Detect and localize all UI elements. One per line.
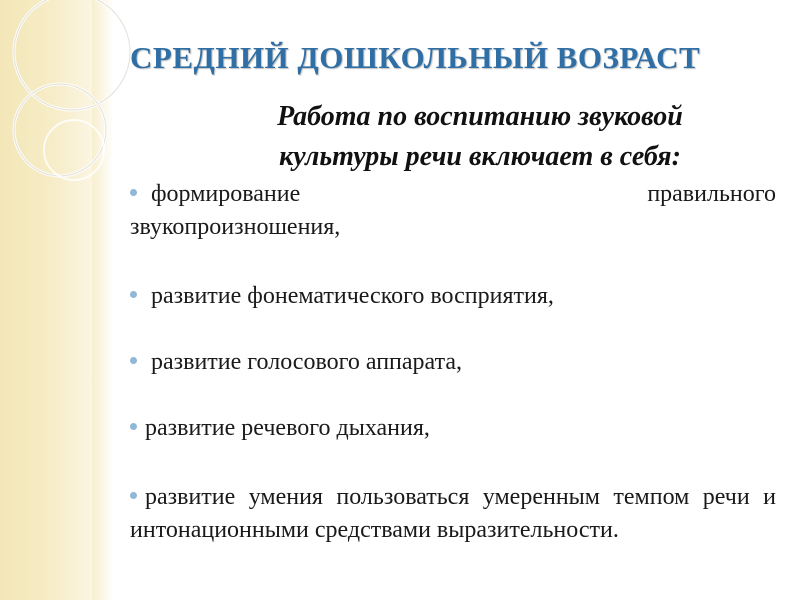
subtitle-line-1: Работа по воспитанию звуковой (277, 101, 683, 132)
list-item-first-line (130, 178, 776, 211)
bullet-list (130, 178, 776, 547)
list-item-word: формирование (151, 181, 301, 207)
list-item (130, 481, 776, 547)
bullet-icon (130, 189, 137, 196)
list-item (130, 280, 776, 313)
list-item-text: развитие фонематического восприятия, (151, 283, 554, 309)
list-item (130, 412, 776, 445)
slide-subtitle (180, 97, 780, 177)
bullet-icon (130, 357, 137, 364)
list-item-lead (130, 178, 300, 211)
list-item-text: развитие голосового аппарата, (151, 349, 463, 375)
list-item (130, 346, 776, 379)
slide-title: СРЕДНИЙ ДОШКОЛЬНЫЙ ВОЗРАСТ (130, 40, 701, 75)
bullet-icon (130, 423, 137, 430)
subtitle-line-2: культуры речи включает в себя: (279, 141, 681, 172)
list-item-text: развитие умения пользоваться умеренным темпом речи и интонационными средствами выразительности. (130, 484, 776, 543)
list-item-continuation: звукопроизношения, (130, 214, 341, 240)
list-item-word: правильного (647, 181, 776, 207)
list-item (130, 178, 776, 244)
list-item-text: развитие речевого дыхания, (145, 415, 430, 441)
decorative-circles (0, 0, 140, 240)
bullet-icon (130, 492, 137, 499)
bullet-icon (130, 291, 137, 298)
